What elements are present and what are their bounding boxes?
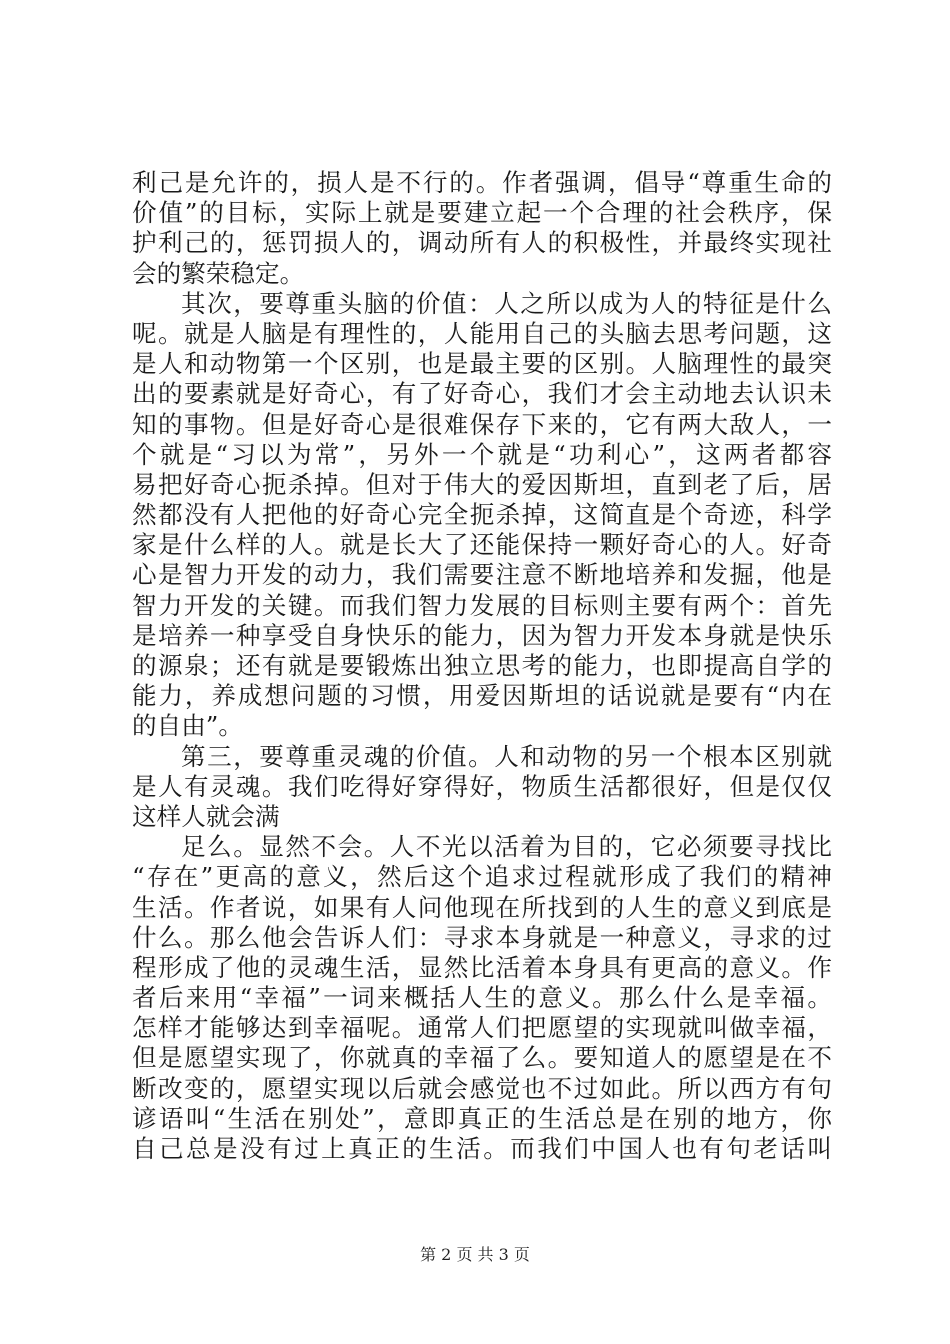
text-line: 怎样才能够达到幸福呢。通常人们把愿望的实现就叫做幸福， <box>132 1013 832 1043</box>
text-line: 什么。那么他会告诉人们：寻求本身就是一种意义，寻求的过 <box>132 922 832 952</box>
text-line: 利己是允许的，损人是不行的。作者强调，倡导“尊重生命的 <box>132 168 832 197</box>
text-line: 个就是“习以为常”，另外一个就是“功利心”，这两者都容 <box>132 439 832 469</box>
text-line: 知的事物。但是好奇心是很难保存下来的，它有两大敌人，一 <box>132 409 832 439</box>
text-line: 是培养一种享受自身快乐的能力，因为智力开发本身就是快乐 <box>132 620 832 650</box>
text-line: 心是智力开发的动力，我们需要注意不断地培养和发掘，他是 <box>132 560 832 590</box>
text-line: 出的要素就是好奇心，有了好奇心，我们才会主动地去认识未 <box>132 379 832 409</box>
text-line: 易把好奇心扼杀掉。但对于伟大的爱因斯坦，直到老了后，居 <box>132 469 832 499</box>
text-line: 生活。作者说，如果有人问他现在所找到的人生的意义到底是 <box>132 892 832 922</box>
text-line: 然都没有人把他的好奇心完全扼杀掉，这简直是个奇迹，科学 <box>132 500 832 530</box>
text-line: 第三，要尊重灵魂的价值。人和动物的另一个根本区别就 <box>181 741 832 771</box>
text-line: 其次，要尊重头脑的价值：人之所以成为人的特征是什么 <box>181 288 832 318</box>
text-line: “存在”更高的意义，然后这个追求过程就形成了我们的精神 <box>132 862 832 892</box>
text-line: 断改变的，愿望实现以后就会感觉也不过如此。所以西方有句 <box>132 1073 832 1103</box>
text-line: 足么。显然不会。人不光以活着为目的，它必须要寻找比 <box>181 832 832 862</box>
text-line: 但是愿望实现了，你就真的幸福了么。要知道人的愿望是在不 <box>132 1043 832 1073</box>
text-line: 的自由”。 <box>132 711 243 741</box>
text-line: 自己总是没有过上真正的生活。而我们中国人也有句老话叫 <box>132 1134 832 1163</box>
text-line: 是人有灵魂。我们吃得好穿得好，物质生活都很好，但是仅仅 <box>132 771 832 801</box>
text-line: 呢。就是人脑是有理性的，人能用自己的头脑去思考问题，这 <box>132 318 832 348</box>
text-line: 能力，养成想问题的习惯，用爱因斯坦的话说就是要有“内在 <box>132 681 832 711</box>
text-line: 会的繁荣稳定。 <box>132 258 305 288</box>
text-line: 谚语叫“生活在别处”，意即真正的生活总是在别的地方，你 <box>132 1103 832 1133</box>
text-line: 护利己的，惩罚损人的，调动所有人的积极性，并最终实现社 <box>132 228 832 258</box>
text-line: 价值”的目标，实际上就是要建立起一个合理的社会秩序，保 <box>132 198 832 228</box>
document-body <box>132 168 832 1164</box>
text-line: 程形成了他的灵魂生活，显然比活着本身具有更高的意义。作 <box>132 952 832 982</box>
text-line: 这样人就会满 <box>132 801 280 831</box>
page-number-footer: 第 2 页 共 3 页 <box>420 1245 530 1264</box>
text-line: 的源泉；还有就是要锻炼出独立思考的能力，也即提高自学的 <box>132 651 832 680</box>
text-line: 者后来用“幸福”一词来概括人生的意义。那么什么是幸福。 <box>132 983 832 1013</box>
text-line: 家是什么样的人。就是长大了还能保持一颗好奇心的人。好奇 <box>132 530 832 560</box>
text-line: 智力开发的关键。而我们智力发展的目标则主要有两个：首先 <box>132 590 832 620</box>
text-line: 是人和动物第一个区别，也是最主要的区别。人脑理性的最突 <box>132 349 832 379</box>
